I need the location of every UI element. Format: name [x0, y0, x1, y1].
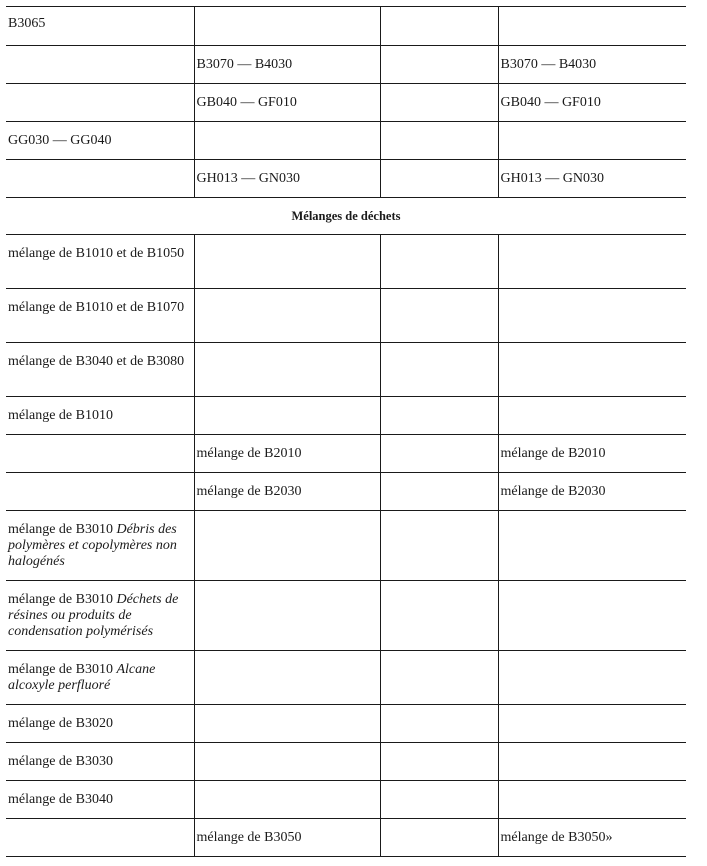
- section-title: Mélanges de déchets: [6, 198, 686, 235]
- cell-col2: [194, 581, 380, 651]
- cell-col1: [6, 160, 194, 198]
- cell-col3: [380, 705, 498, 743]
- cell-col1: [6, 651, 194, 705]
- cell-col3: [380, 84, 498, 122]
- cell-col2: mélange de B2010: [194, 435, 380, 473]
- cell-col4: [498, 7, 686, 46]
- cell-col3: [380, 781, 498, 819]
- cell-col3: [380, 511, 498, 581]
- cell-col4: [498, 289, 686, 343]
- mixture-description: Débris des polymères et copolymères non halogénés: [8, 522, 177, 569]
- table-row: [6, 819, 686, 857]
- cell-col1: mélange de B3040: [6, 781, 194, 819]
- table-row: [6, 511, 686, 581]
- cell-col3: [380, 122, 498, 160]
- table-row: [6, 435, 686, 473]
- cell-col2: [194, 743, 380, 781]
- table-row: [6, 160, 686, 198]
- table-row: [6, 705, 686, 743]
- table-row: [6, 473, 686, 511]
- cell-col2: [194, 7, 380, 46]
- cell-col4: [498, 511, 686, 581]
- cell-col4: B3070 — B4030: [498, 46, 686, 84]
- cell-col4: mélange de B2010: [498, 435, 686, 473]
- cell-col1: B3065: [6, 7, 194, 46]
- cell-col2: [194, 705, 380, 743]
- cell-col3: [380, 435, 498, 473]
- cell-col4: [498, 781, 686, 819]
- mixture-code: mélange de B3010: [8, 592, 117, 607]
- table-row: [6, 7, 686, 46]
- cell-col2: [194, 122, 380, 160]
- cell-col1: mélange de B3040 et de B3080: [6, 343, 194, 397]
- cell-col1: [6, 84, 194, 122]
- cell-col3: [380, 46, 498, 84]
- cell-col4: [498, 397, 686, 435]
- table-row: [6, 122, 686, 160]
- mixture-code: mélange de B3010: [8, 662, 117, 677]
- cell-col3: [380, 343, 498, 397]
- table-row: [6, 235, 686, 289]
- cell-col1: [6, 511, 194, 581]
- cell-col3: [380, 473, 498, 511]
- cell-col2: GB040 — GF010: [194, 84, 380, 122]
- cell-col3: [380, 819, 498, 857]
- section-header-row: [6, 198, 686, 235]
- cell-col4: [498, 343, 686, 397]
- cell-col1: mélange de B3030: [6, 743, 194, 781]
- waste-code-table: [6, 6, 686, 857]
- cell-col3: [380, 289, 498, 343]
- cell-col2: [194, 511, 380, 581]
- table-row: [6, 397, 686, 435]
- table-row: [6, 46, 686, 84]
- cell-col4: [498, 581, 686, 651]
- table-row: [6, 651, 686, 705]
- cell-col2: mélange de B3050: [194, 819, 380, 857]
- cell-col1: [6, 473, 194, 511]
- cell-col3: [380, 651, 498, 705]
- cell-col3: [380, 397, 498, 435]
- cell-col4: mélange de B2030: [498, 473, 686, 511]
- cell-col2: GH013 — GN030: [194, 160, 380, 198]
- mixture-description: Déchets de résines ou produits de condensation polymérisés: [8, 592, 179, 639]
- table-row: [6, 84, 686, 122]
- cell-col1: [6, 435, 194, 473]
- cell-col1: [6, 819, 194, 857]
- cell-col2: [194, 343, 380, 397]
- document-page: [6, 6, 686, 857]
- cell-col4: GB040 — GF010: [498, 84, 686, 122]
- cell-col3: [380, 235, 498, 289]
- cell-col3: [380, 581, 498, 651]
- cell-col2: [194, 289, 380, 343]
- cell-col4: GH013 — GN030: [498, 160, 686, 198]
- mixture-code: mélange de B3010: [8, 522, 117, 537]
- cell-col2: [194, 235, 380, 289]
- cell-col1: mélange de B1010: [6, 397, 194, 435]
- cell-col4: [498, 122, 686, 160]
- cell-col4: [498, 743, 686, 781]
- cell-col1: mélange de B1010 et de B1050: [6, 235, 194, 289]
- cell-col2: mélange de B2030: [194, 473, 380, 511]
- cell-col1: [6, 46, 194, 84]
- cell-col1: GG030 — GG040: [6, 122, 194, 160]
- cell-col4: [498, 651, 686, 705]
- cell-col4: mélange de B3050»: [498, 819, 686, 857]
- cell-col1: [6, 581, 194, 651]
- cell-col1: mélange de B3020: [6, 705, 194, 743]
- table-row: [6, 289, 686, 343]
- table-row: [6, 781, 686, 819]
- mixture-description: Alcane alcoxyle perfluoré: [8, 662, 156, 693]
- table-row: [6, 743, 686, 781]
- cell-col2: [194, 781, 380, 819]
- cell-col1: mélange de B1010 et de B1070: [6, 289, 194, 343]
- cell-col3: [380, 7, 498, 46]
- cell-col4: [498, 235, 686, 289]
- cell-col2: B3070 — B4030: [194, 46, 380, 84]
- cell-col3: [380, 743, 498, 781]
- table-row: [6, 343, 686, 397]
- cell-col4: [498, 705, 686, 743]
- cell-col2: [194, 651, 380, 705]
- table-row: [6, 581, 686, 651]
- cell-col3: [380, 160, 498, 198]
- cell-col2: [194, 397, 380, 435]
